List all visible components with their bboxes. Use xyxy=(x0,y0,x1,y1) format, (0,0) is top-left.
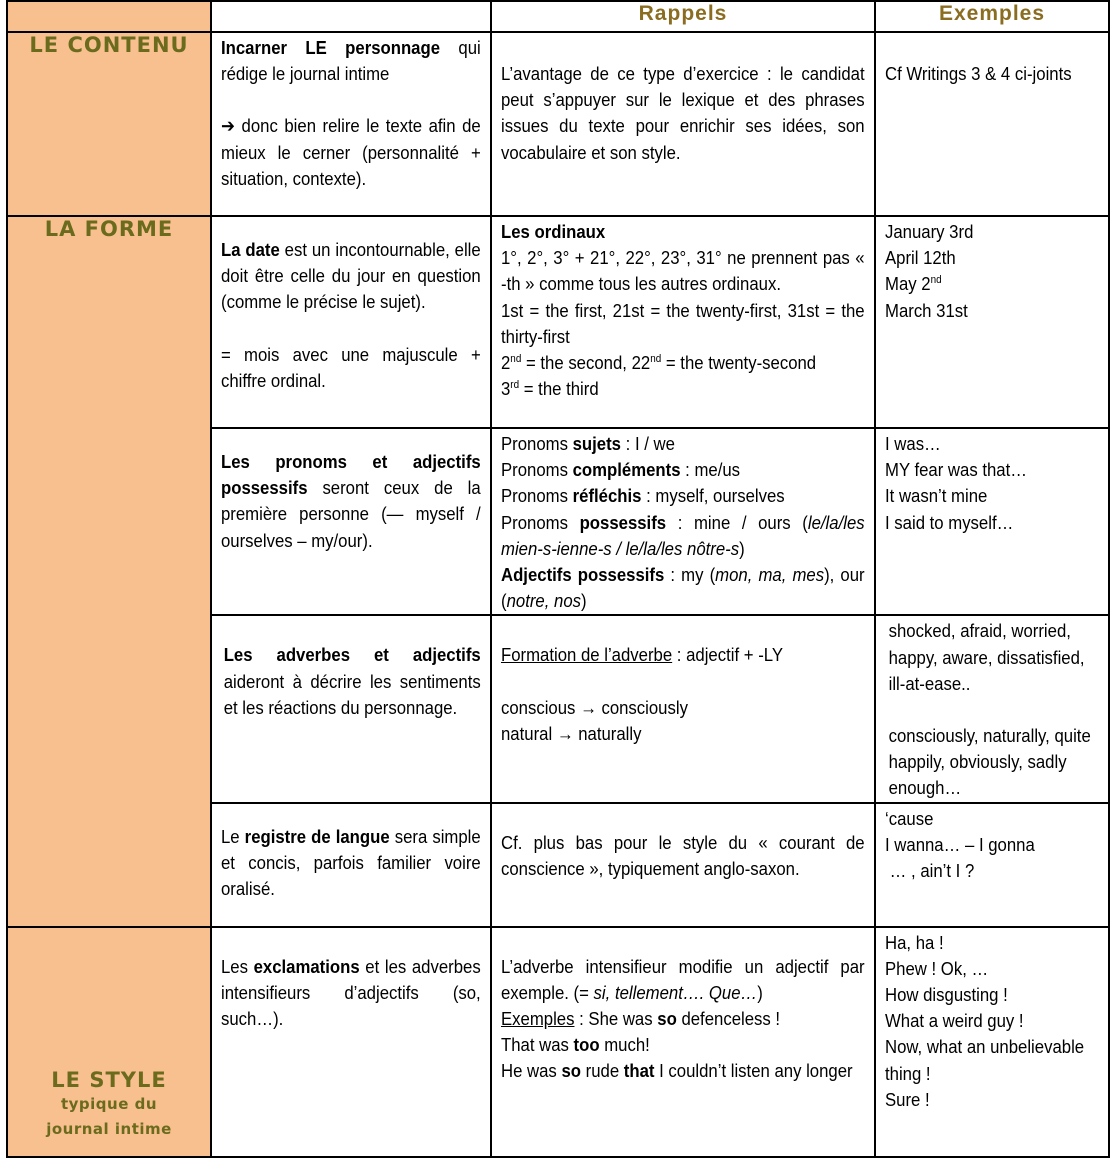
style-exemple-cell xyxy=(875,927,1109,1157)
registre-description: Le registre de langue sera simple et concis, parfois familier voire oralisé. xyxy=(221,825,481,900)
adverbe-formation: Formation de l’adverbe : adjectif + -LY xyxy=(501,644,783,666)
style-example: Phew ! Ok, … xyxy=(885,957,989,979)
pronoms-exemple-cell xyxy=(875,428,1109,615)
registre-example: I wanna… – I gonna xyxy=(885,833,1035,855)
adverbes-rappel-cell xyxy=(491,615,875,802)
style-example: Ha, ha ! xyxy=(885,931,944,953)
contenu-description-2: ➔ donc bien relire le texte afin de mieux le cerner (personnalité + situation, contexte). xyxy=(221,115,481,189)
adverbes-exemple-cell xyxy=(875,615,1109,802)
contenu-exemple-cell xyxy=(875,32,1109,216)
section-forme xyxy=(7,216,211,927)
row-forme-date xyxy=(7,216,1109,428)
pronoms-example: I was… xyxy=(885,433,941,454)
pronoms-example: I said to myself… xyxy=(885,511,1014,533)
registre-example: … , ain’t I ? xyxy=(885,860,975,882)
pronoms-description-cell xyxy=(211,428,491,615)
pronoms-line: Pronoms compléments : me/us xyxy=(501,459,741,481)
adverbes-examples: consciously, naturally, quite happily, obviously, sadly enough… xyxy=(888,725,1091,799)
section-contenu xyxy=(7,32,211,216)
style-example-line: That was too much! xyxy=(501,1034,650,1056)
section-label-style: LE STYLE xyxy=(51,1067,167,1092)
pronoms-line: Pronoms possessifs : mine / ours (le/la/les mien-s-ienne-s / le/la/les nôtre-s) xyxy=(501,511,865,559)
ordinaux-rule: 1°, 2°, 3° + 21°, 22°, 23°, 31° ne prennent pas « -th » comme tous les autres ordinaux. xyxy=(501,247,865,295)
date-example: April 12th xyxy=(885,247,956,269)
style-description: Les exclamations et les adverbes intensifieurs d’adjectifs (so, such…). xyxy=(221,955,481,1030)
row-style xyxy=(7,927,1109,1157)
section-sublabel-style-1: typique du xyxy=(60,1094,158,1113)
contenu-description-cell xyxy=(211,32,491,216)
style-example: What a weird guy ! xyxy=(885,1010,1024,1032)
style-example: Now, what an unbelievable thing ! xyxy=(885,1036,1085,1084)
pronoms-line: Pronoms sujets : I / we xyxy=(501,433,675,454)
section-style xyxy=(7,927,211,1157)
contenu-description: Incarner LE personnage qui rédige le journal intime xyxy=(221,37,481,85)
ordinaux-example-2: 2nd = the second, 22nd = the twenty-second xyxy=(501,352,817,374)
header-exemples: Exemples xyxy=(875,1,1109,32)
header-rappels: Rappels xyxy=(491,1,875,32)
date-description: La date est un incontournable, elle doit être celle du jour en question (comme le précise le sujet). xyxy=(221,239,481,313)
style-example-line: Exemples : She was so defenceless ! xyxy=(501,1008,781,1030)
ordinaux-title: Les ordinaux xyxy=(501,221,606,242)
date-example: January 3rd xyxy=(885,221,974,242)
date-description-cell xyxy=(211,216,491,428)
section-sublabel-style-2: journal intime xyxy=(46,1119,172,1138)
section-label-contenu: LE CONTENU xyxy=(29,33,189,57)
style-example: Sure ! xyxy=(885,1088,930,1110)
date-description-2: = mois avec une majuscule + chiffre ordinal. xyxy=(221,343,481,391)
header-row xyxy=(7,1,1109,32)
style-description-cell xyxy=(211,927,491,1157)
style-rappel-cell xyxy=(491,927,875,1157)
header-blank-category xyxy=(7,1,211,32)
registre-exemple-cell xyxy=(875,803,1109,927)
adjectifs-examples: shocked, afraid, worried, happy, aware, dissatisfied, ill-at-ease.. xyxy=(888,620,1085,694)
style-example-line: He was so rude that I couldn’t listen any longer xyxy=(501,1060,853,1082)
pronoms-example: It wasn’t mine xyxy=(885,485,988,507)
ordinaux-example-3: 3rd = the third xyxy=(501,378,599,400)
adjectifs-line: Adjectifs possessifs : my (mon, ma, mes), our (notre, nos) xyxy=(501,564,865,612)
date-rappel-cell xyxy=(491,216,875,428)
style-example: How disgusting ! xyxy=(885,984,1008,1006)
writing-guide-table xyxy=(6,0,1110,1158)
contenu-rappel-cell xyxy=(491,32,875,216)
date-exemple-cell xyxy=(875,216,1109,428)
pronoms-example: MY fear was that… xyxy=(885,459,1027,481)
contenu-rappel: L’avantage de ce type d’exercice : le candidat peut s’appuyer sur le lexique et des phrases issues du texte pour enrichir ses idées, son vocabulaire et son style. xyxy=(501,63,865,163)
adverbes-description: Les adverbes et adjectifs aideront à décrire les sentiments et les réactions du personnage. xyxy=(223,644,481,718)
pronoms-rappel-cell xyxy=(491,428,875,615)
style-rappel: L’adverbe intensifieur modifie un adjectif par exemple. (= si, tellement…. Que…) xyxy=(501,955,865,1003)
registre-example: ‘cause xyxy=(885,807,934,829)
row-contenu xyxy=(7,32,1109,216)
date-example: March 31st xyxy=(885,299,968,321)
header-blank-description xyxy=(211,1,491,32)
adverbe-example: natural → naturally xyxy=(501,722,642,744)
adverbes-description-cell xyxy=(211,615,491,802)
ordinaux-example-1: 1st = the first, 21st = the twenty-first, 31st = the thirty-first xyxy=(501,299,865,347)
registre-description-cell xyxy=(211,803,491,927)
contenu-exemple: Cf Writings 3 & 4 ci-joints xyxy=(885,63,1072,84)
pronoms-line: Pronoms réfléchis : myself, ourselves xyxy=(501,485,785,507)
date-example: May 2nd xyxy=(885,273,942,295)
registre-rappel: Cf. plus bas pour le style du « courant de conscience », typiquement anglo-saxon. xyxy=(501,831,865,879)
pronoms-description: Les pronoms et adjectifs possessifs seront ceux de la première personne (— myself / ourselves – my/our). xyxy=(221,451,481,551)
registre-rappel-cell xyxy=(491,803,875,927)
adverbe-example: conscious → consciously xyxy=(501,696,688,718)
section-label-forme: LA FORME xyxy=(44,217,174,241)
